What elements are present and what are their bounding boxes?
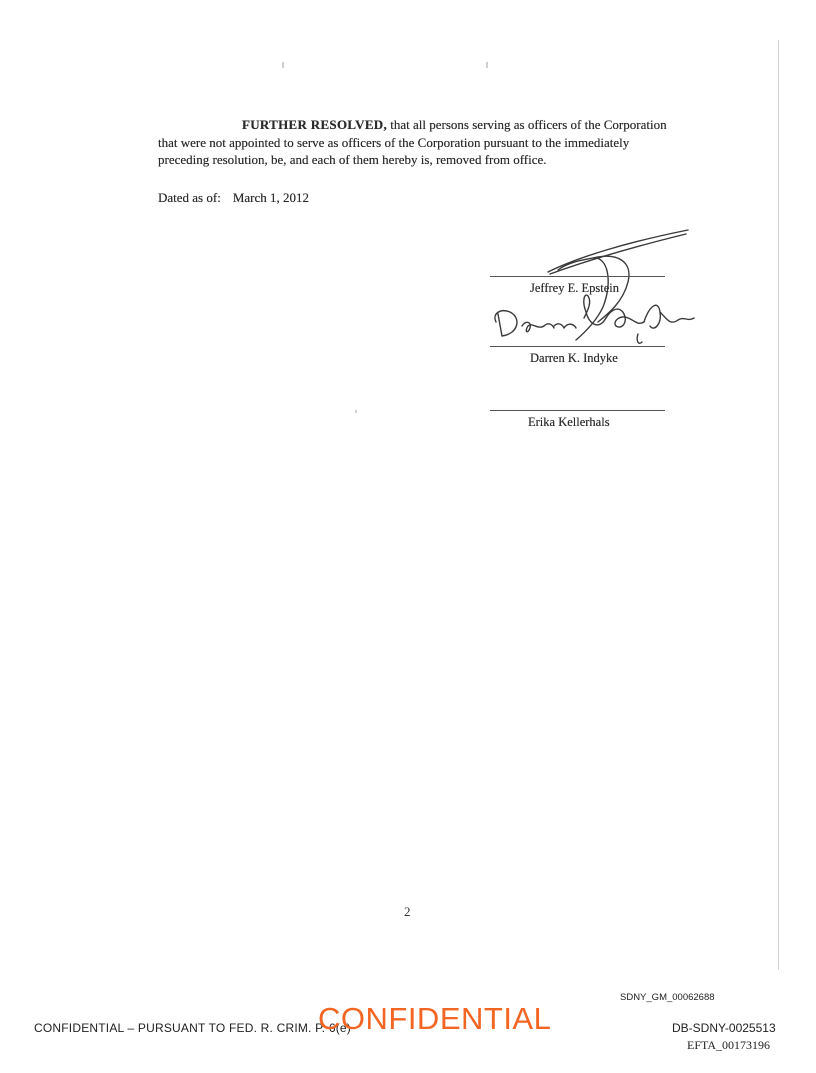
signature-block-indyke (490, 346, 670, 366)
signature-block-kellerhals (490, 410, 670, 430)
resolution-paragraph (158, 116, 678, 169)
confidentiality-notice: CONFIDENTIAL – PURSUANT TO FED. R. CRIM. P. 6(e) (34, 1021, 351, 1035)
efta-number: EFTA_00173196 (687, 1038, 771, 1052)
signature-line (490, 276, 665, 277)
confidential-stamp: CONFIDENTIAL (318, 1001, 552, 1036)
resolution-lead: FURTHER RESOLVED, (242, 117, 388, 132)
scan-speck (355, 410, 357, 413)
scan-edge-line (778, 40, 779, 970)
scan-speck (486, 62, 488, 68)
dated-line (158, 190, 309, 206)
bates-number-sdny: SDNY_GM_00062688 (620, 992, 715, 1003)
signatory-name: Jeffrey E. Epstein (530, 281, 619, 295)
resolution-body: that all persons serving as officers of the Corporation that were not appointed to serve as officers of the Corporation pursuant to the immediately preceding resolution, be, and each of them hereby is, removed from office. (158, 117, 667, 167)
bates-number-db: DB-SDNY-0025513 (672, 1021, 776, 1035)
signature-line (490, 346, 665, 347)
signatory-name: Darren K. Indyke (530, 351, 618, 365)
scan-speck (282, 62, 284, 68)
page-number: 2 (404, 904, 411, 919)
signature-line (490, 410, 665, 411)
signatory-name: Erika Kellerhals (528, 415, 610, 429)
dated-date: March 1, 2012 (232, 190, 309, 205)
dated-label: Dated as of: (158, 190, 221, 205)
signature-block-epstein (490, 276, 670, 296)
